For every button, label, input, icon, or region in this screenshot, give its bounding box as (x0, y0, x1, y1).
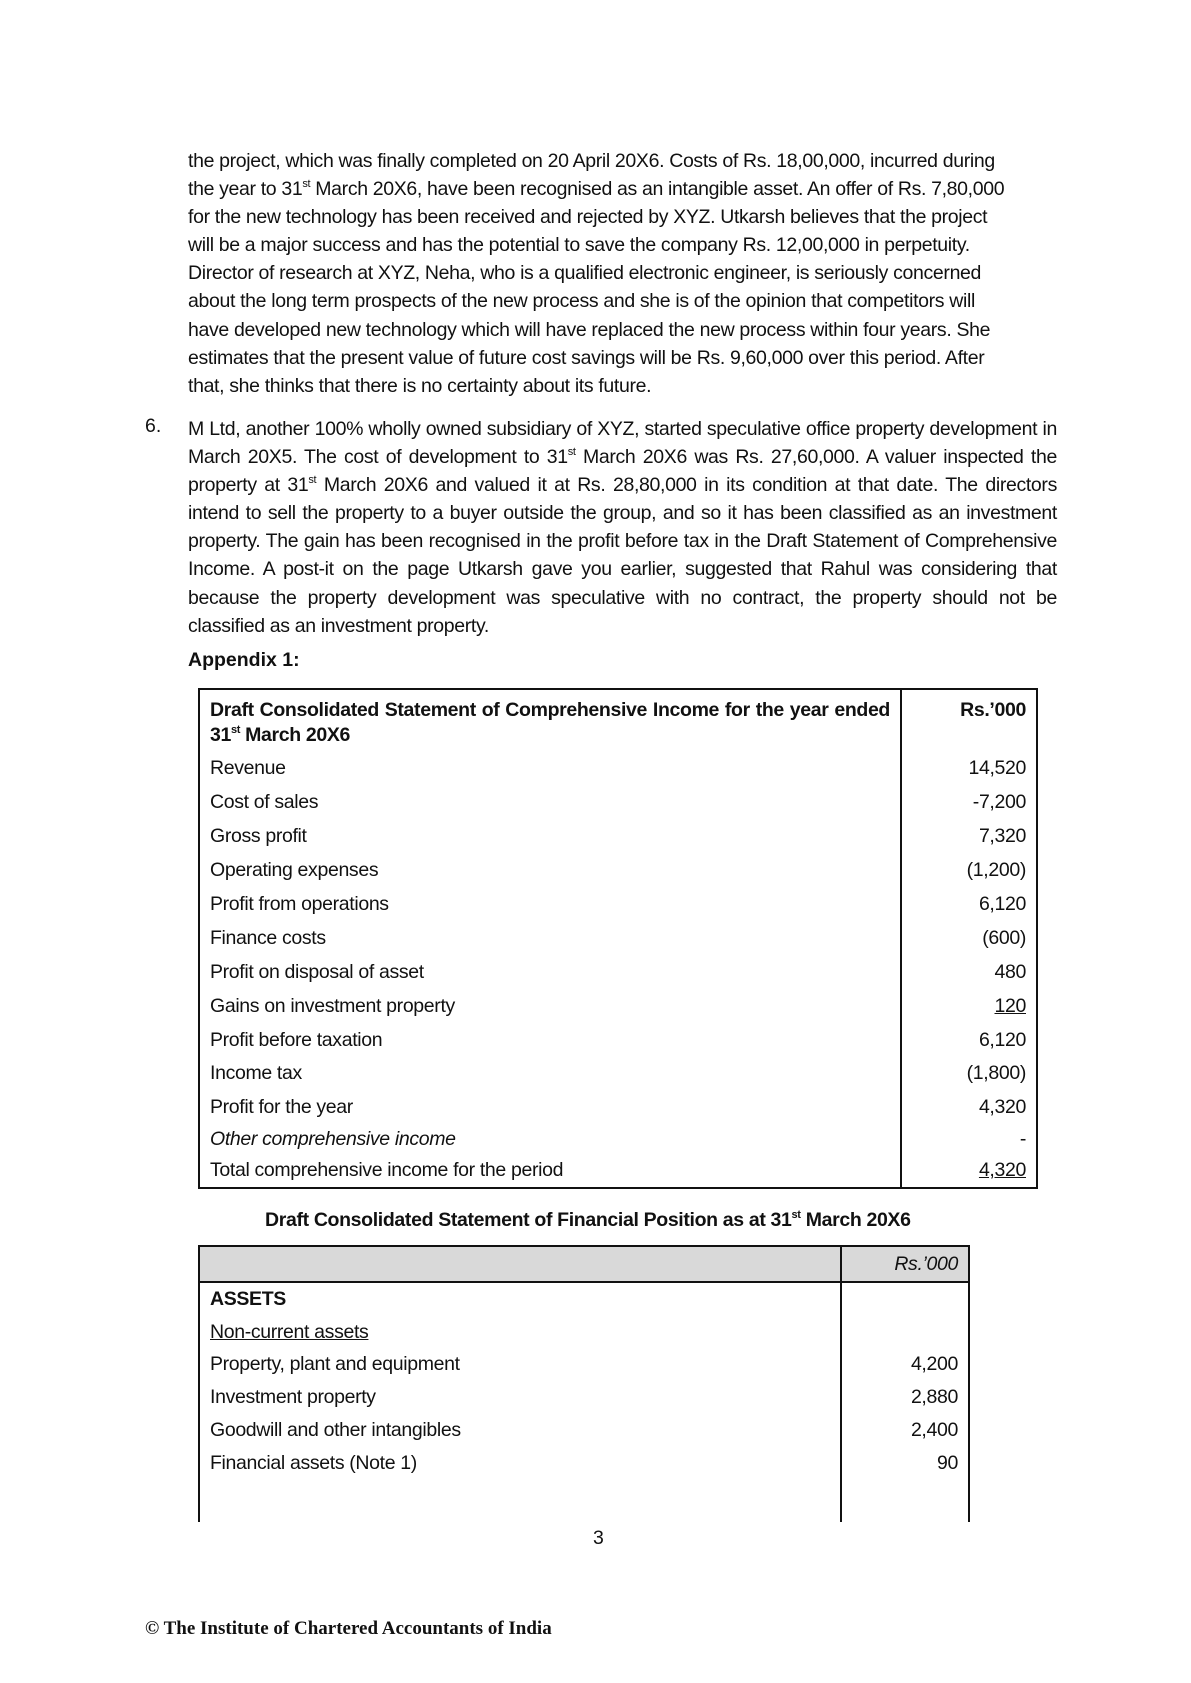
project-line: Director of research at XYZ, Neha, who is a qualified electronic engineer, is seriously concerned (188, 262, 982, 285)
row-value: 2,400 (910, 1419, 958, 1442)
row-label: Investment property (199, 1381, 841, 1414)
assets-heading: ASSETS (199, 1282, 841, 1316)
table-header-row (199, 1246, 969, 1282)
footer-copyright: © The Institute of Chartered Accountants of India (145, 1618, 552, 1639)
row-label: Cost of sales (199, 786, 901, 820)
row-value: - (1019, 1128, 1026, 1151)
table-row (199, 1414, 969, 1447)
project-line-text: March 20X6, have been recognised as an intangible asset. An offer of Rs. 7,80,000 (310, 178, 1005, 201)
item6-text: March 20X6 was Rs. 27,60,000. A valuer inspected the property at 31 (188, 446, 1057, 497)
row-label: Other comprehensive income (199, 1125, 901, 1155)
row-label: Gross profit (199, 820, 901, 854)
unit-header: Rs.’000 (960, 699, 1026, 721)
row-label: Profit for the year (199, 1091, 901, 1125)
row-label: Income tax (199, 1057, 901, 1091)
row-label: Goodwill and other intangibles (199, 1414, 841, 1447)
project-line: estimates that the present value of future cost savings will be Rs. 9,60,000 over this period. After (188, 346, 985, 369)
row-label: Operating expenses (199, 854, 901, 888)
table-row (199, 989, 1037, 1023)
table-row (199, 752, 1037, 786)
row-value: 14,520 (968, 757, 1026, 780)
header-blank-cell (199, 1246, 841, 1282)
superscript: st (791, 1209, 801, 1221)
item6-text: March 20X6 and valued it at Rs. 28,80,000 in its condition at that date. The directors intend to sell the property to a buyer outside the group, and so it has been classified as an investment property. The gain has been recognised in the profit before tax in the Draft Statement of Comprehensive Income. A post-it on the page Utkarsh gave you earlier, suggested that Rahul was considering that because the property development was speculative with no contract, the property should not be classified as an investment property. (188, 474, 1057, 637)
table-row (199, 1023, 1037, 1057)
table-row (199, 820, 1037, 854)
empty-cell (841, 1316, 969, 1349)
superscript: st (308, 474, 317, 487)
item6-paragraph (188, 415, 1057, 640)
row-value: (600) (982, 926, 1026, 949)
table-row (199, 1480, 969, 1522)
table-row (199, 1316, 969, 1349)
title-text: March 20X6 (800, 1209, 911, 1231)
row-value (901, 989, 1037, 1023)
item-number: 6. (145, 415, 162, 437)
superscript: st (231, 724, 241, 736)
table-row (199, 854, 1037, 888)
table-row (199, 1381, 969, 1414)
financial-position-table (198, 1245, 970, 1522)
underlined-value: 120 (994, 994, 1026, 1017)
financial-position-title (265, 1209, 911, 1232)
project-line: will be a major success and has the potential to save the company Rs. 12,00,000 in perpetuity. (188, 234, 970, 257)
project-line: about the long term prospects of the new process and she is of the opinion that competitors will (188, 290, 975, 313)
row-value: 480 (994, 960, 1026, 983)
row-value: (1,200) (966, 859, 1026, 882)
title-text: Draft Consolidated Statement of Financial Position as at 31 (265, 1209, 792, 1231)
item6-text: M Ltd, another 100% wholly owned subsidiary of XYZ, started speculative office property development in March 20X5. The cost of development to 31 (188, 418, 1057, 469)
row-label: Profit on disposal of asset (199, 955, 901, 989)
row-label: Property, plant and equipment (199, 1349, 841, 1382)
table-row (199, 1091, 1037, 1125)
row-value: 4,200 (910, 1353, 958, 1376)
row-value: 4,320 (978, 1096, 1026, 1119)
row-value: 90 (937, 1451, 958, 1474)
empty-cell (841, 1282, 969, 1316)
row-value: (1,800) (966, 1062, 1026, 1085)
row-value: -7,200 (972, 791, 1026, 814)
title-text: March 20X6 (240, 724, 351, 746)
empty-cell (841, 1480, 969, 1522)
project-line (188, 175, 1057, 203)
project-paragraph (188, 147, 1057, 400)
table-title (199, 689, 901, 752)
table-row (199, 1057, 1037, 1091)
project-line: have developed new technology which will have replaced the new process within four years. She (188, 318, 991, 341)
superscript: st (302, 178, 311, 191)
table-row (199, 1282, 969, 1316)
project-line-text: the year to 31 (188, 178, 303, 201)
table-row (199, 1125, 1037, 1155)
row-label: Finance costs (199, 921, 901, 955)
project-line: the project, which was finally completed on 20 April 20X6. Costs of Rs. 18,00,000, incurred during (188, 150, 995, 172)
table-row (199, 955, 1037, 989)
table-row (199, 921, 1037, 955)
empty-cell (199, 1480, 841, 1522)
title-text: Draft Consolidated Statement of Comprehensive Income for the year ended 31 (210, 699, 890, 746)
row-label: Profit before taxation (199, 1023, 901, 1057)
unit-header: Rs.’000 (841, 1246, 969, 1282)
underlined-heading: Non-current assets (210, 1320, 369, 1343)
row-label: Revenue (199, 752, 901, 786)
row-value: 6,120 (978, 1028, 1026, 1051)
project-line: that, she thinks that there is no certainty about its future. (188, 374, 652, 397)
row-label: Financial assets (Note 1) (199, 1447, 841, 1480)
comprehensive-income-table (198, 688, 1038, 1189)
row-label: Gains on investment property (199, 989, 901, 1023)
table-row (199, 1447, 969, 1480)
appendix-heading: Appendix 1: (188, 649, 300, 671)
page-number: 3 (593, 1527, 604, 1549)
row-value (901, 1155, 1037, 1188)
noncurrent-heading (199, 1316, 841, 1349)
row-value: 6,120 (978, 893, 1026, 915)
underlined-value: 4,320 (978, 1159, 1026, 1182)
table-row (199, 1349, 969, 1382)
table-row (199, 786, 1037, 820)
row-label: Total comprehensive income for the period (199, 1155, 901, 1188)
table-row (199, 1155, 1037, 1188)
table-row (199, 888, 1037, 922)
project-line: for the new technology has been received and rejected by XYZ. Utkarsh believes that the project (188, 206, 988, 229)
row-label: Profit from operations (199, 888, 901, 922)
superscript: st (567, 446, 576, 459)
row-value: 7,320 (978, 825, 1026, 848)
row-value: 2,880 (910, 1386, 958, 1409)
table-header-row (199, 689, 1037, 752)
